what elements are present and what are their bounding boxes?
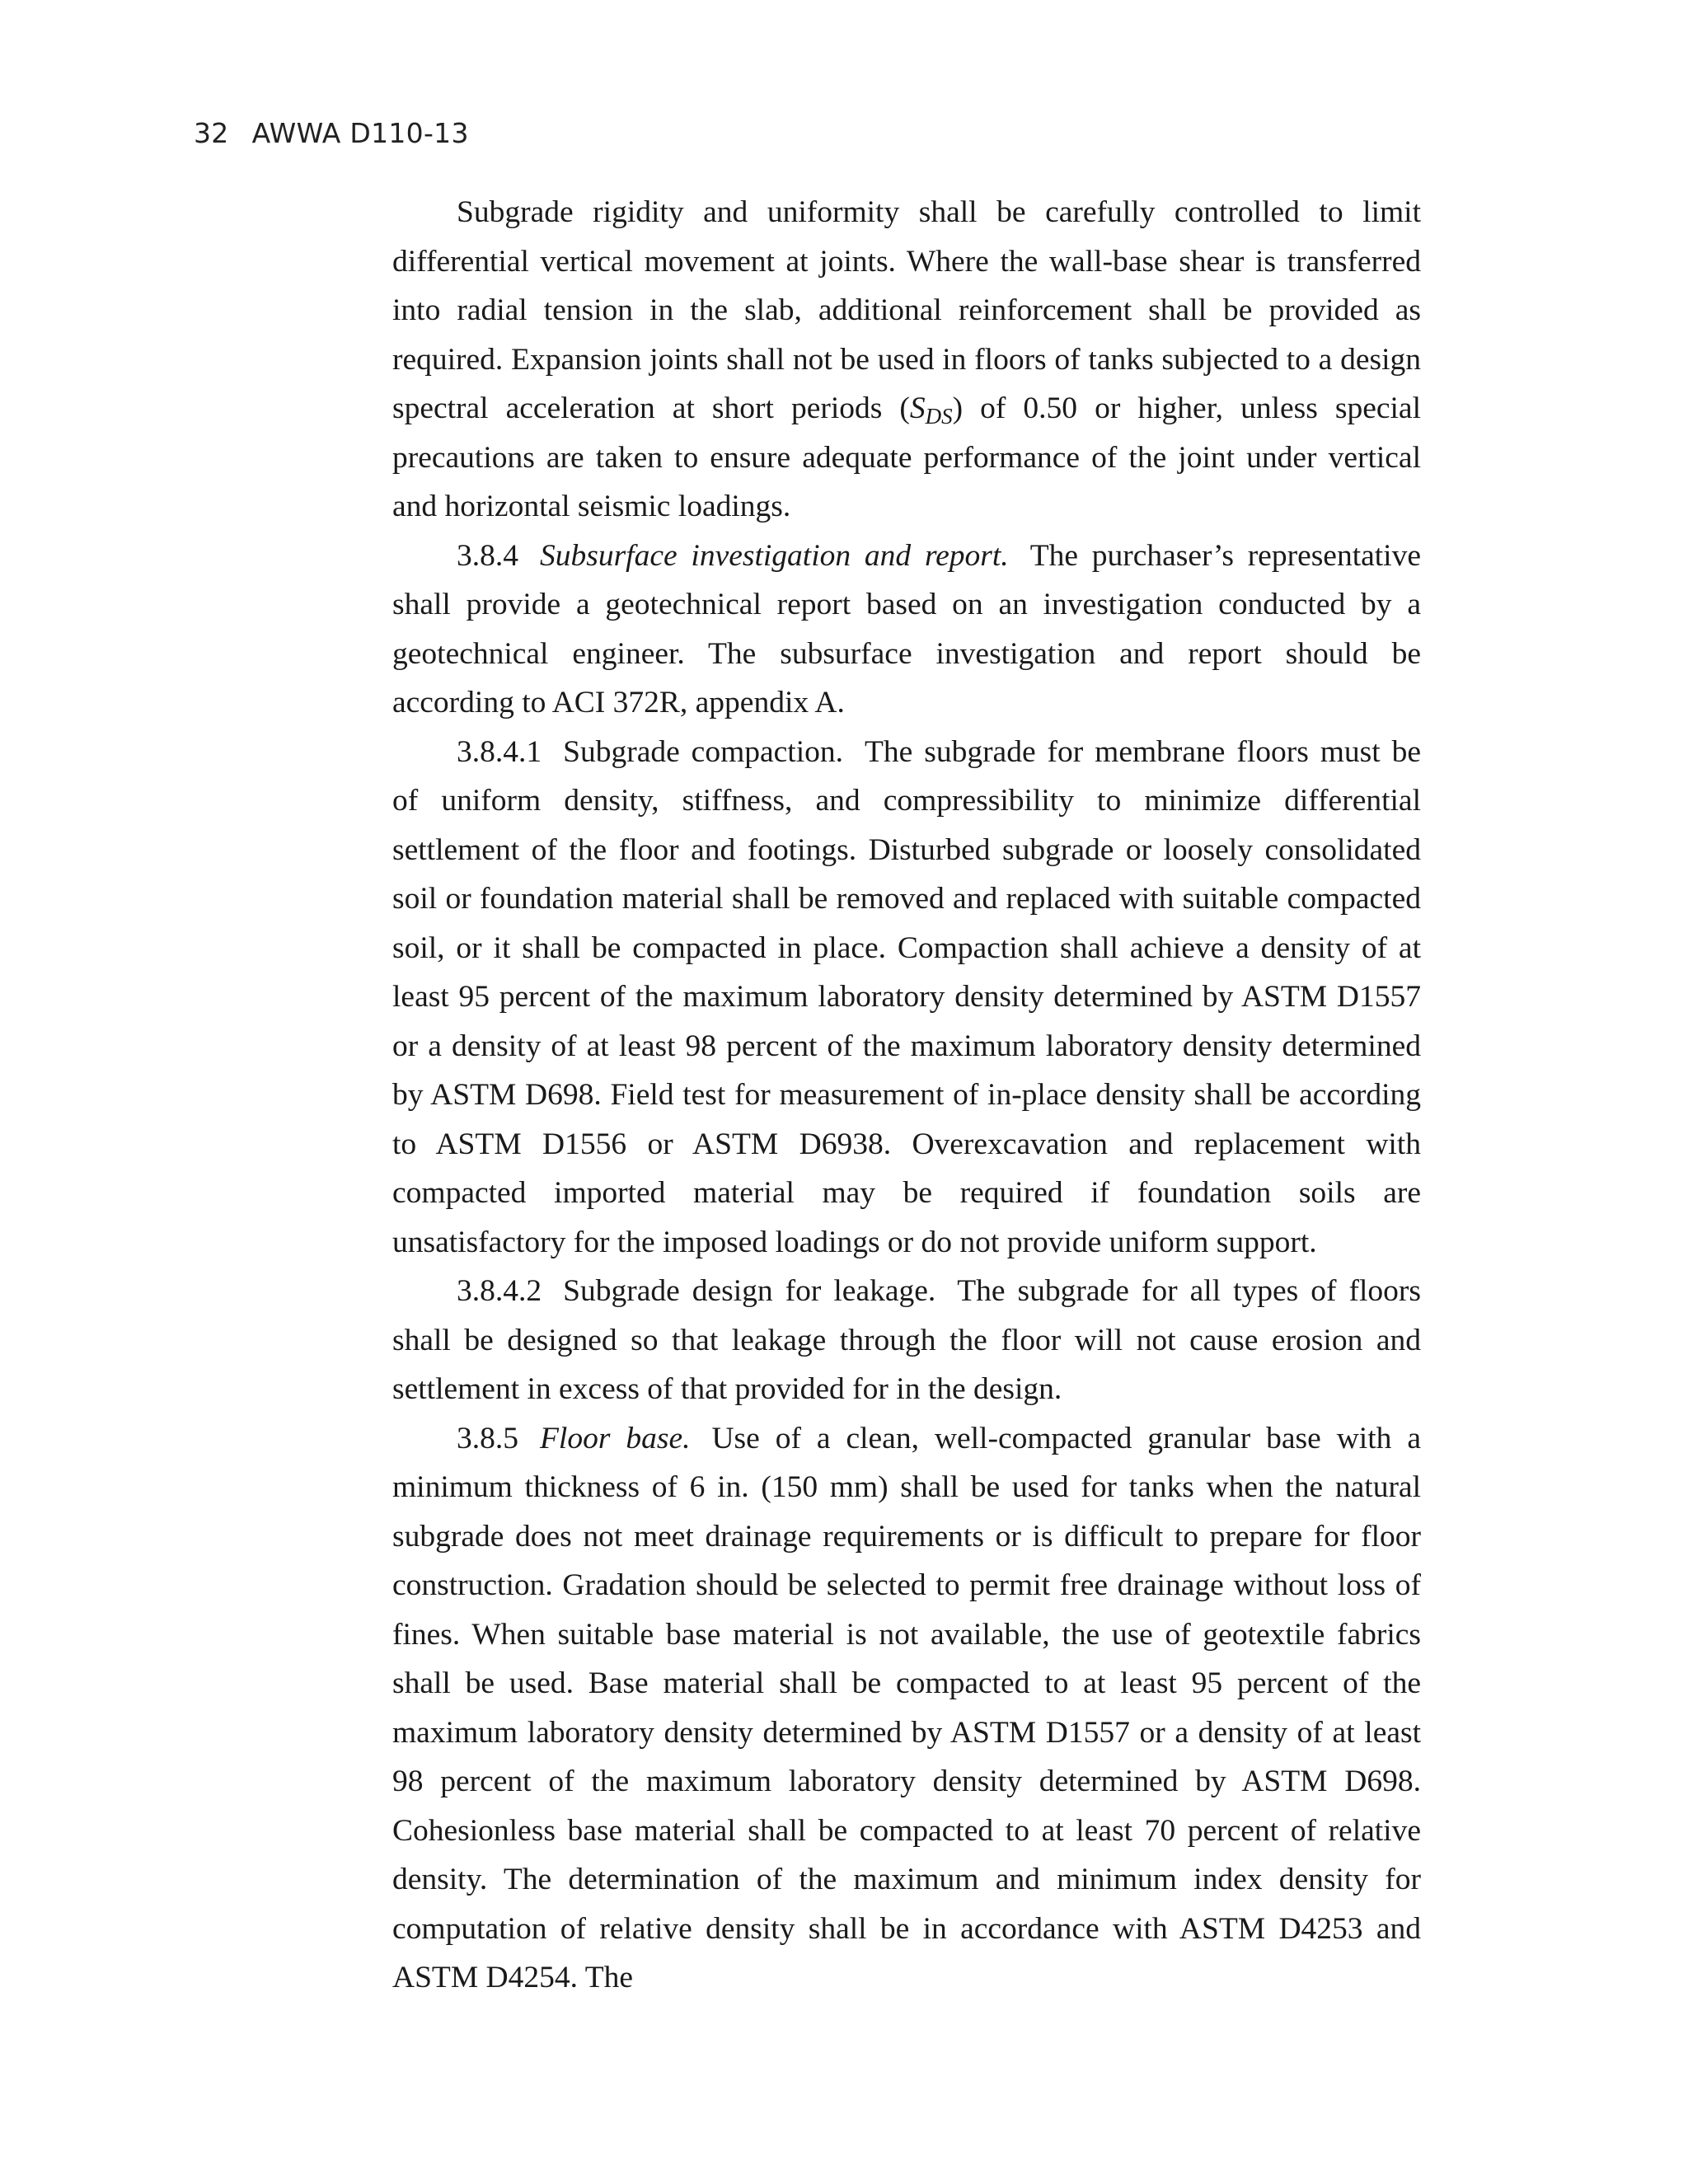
section-text: The purchaser’s representative shall provide a geotechnical report based on an investigation conducted by a geotechnical engineer. The subsurface investigation and report should be according to ACI 372R, appendix A. [392,538,1421,719]
section-number: 3.8.4.2 [457,1274,542,1308]
section-title: Floor base. [540,1421,691,1455]
document-id: AWWA D110-13 [251,117,469,149]
section-number: 3.8.5 [457,1421,518,1455]
section-3-8-4-2 [392,1267,1421,1414]
running-header [194,117,469,149]
paragraph-subgrade-rigidity [392,188,1421,532]
section-title: Subsurface investigation and report. [540,538,1009,573]
section-number: 3.8.4 [457,538,518,573]
section-title: Subgrade compaction. [563,734,843,769]
section-text: The subgrade for all types of floors shall be designed so that leakage through the floor will not cause erosion and settlement in excess of that provided for in the design. [392,1274,1421,1406]
section-text: Use of a clean, well-compacted granular base with a minimum thickness of 6 in. (150 mm) shall be used for tanks when the natural subgrade does not meet drainage requirements or is difficult to prepare for floor construction. Gradation should be selected to permit free drainage without loss of fines. When suitable base material is not available, the use of geotextile fabrics shall be used. Base material shall be compacted to at least 95 percent of the maximum laboratory density determined by ASTM D1557 or a density of at least 98 percent of the maximum laboratory density determined by ASTM D698. Cohesionless base material shall be compacted to at least 70 percent of relative density. The determination of the maximum and minimum index density for computation of relative density shall be in accordance with ASTM D4253 and ASTM D4254. The [392,1421,1421,1994]
section-number: 3.8.4.1 [457,734,542,769]
section-title: Subgrade design for leakage. [563,1274,936,1308]
variable-subscript-ds: DS [925,403,953,429]
paragraph-text: Subgrade rigidity and uniformity shall be carefully controlled to limit differential vertical movement at joints. Where the wall-base shear is transferred into radial tension in the slab, additional reinforcement shall be provided as required. Expansion joints shall not be used in floors of tanks subjected to a design spectral acceleration at short periods ( [392,195,1421,425]
variable-s: S [909,391,926,425]
paragraph-text: ) of 0.50 or higher, unless special precautions are taken to ensure adequate performance of the joint under vertical and horizontal seismic loadings. [392,391,1421,523]
section-3-8-4-1 [392,728,1421,1268]
section-3-8-5 [392,1414,1421,2003]
section-text: The subgrade for membrane floors must be of uniform density, stiffness, and compressibility to minimize differential settlement of the floor and footings. Disturbed subgrade or loosely consolidated soil or foundation material shall be removed and replaced with suitable compacted soil, or it shall be compacted in place. Compaction shall achieve a density of at least 95 percent of the maximum laboratory density determined by ASTM D1557 or a density of at least 98 percent of the maximum laboratory density determined by ASTM D698. Field test for measurement of in-place density shall be according to ASTM D1556 or ASTM D6938. Overexcavation and replacement with compacted imported material may be required if foundation soils are unsatisfactory for the imposed loadings or do not provide uniform support. [392,734,1421,1259]
section-3-8-4 [392,532,1421,728]
page-body [392,188,1421,2003]
page-number: 32 [194,117,229,149]
